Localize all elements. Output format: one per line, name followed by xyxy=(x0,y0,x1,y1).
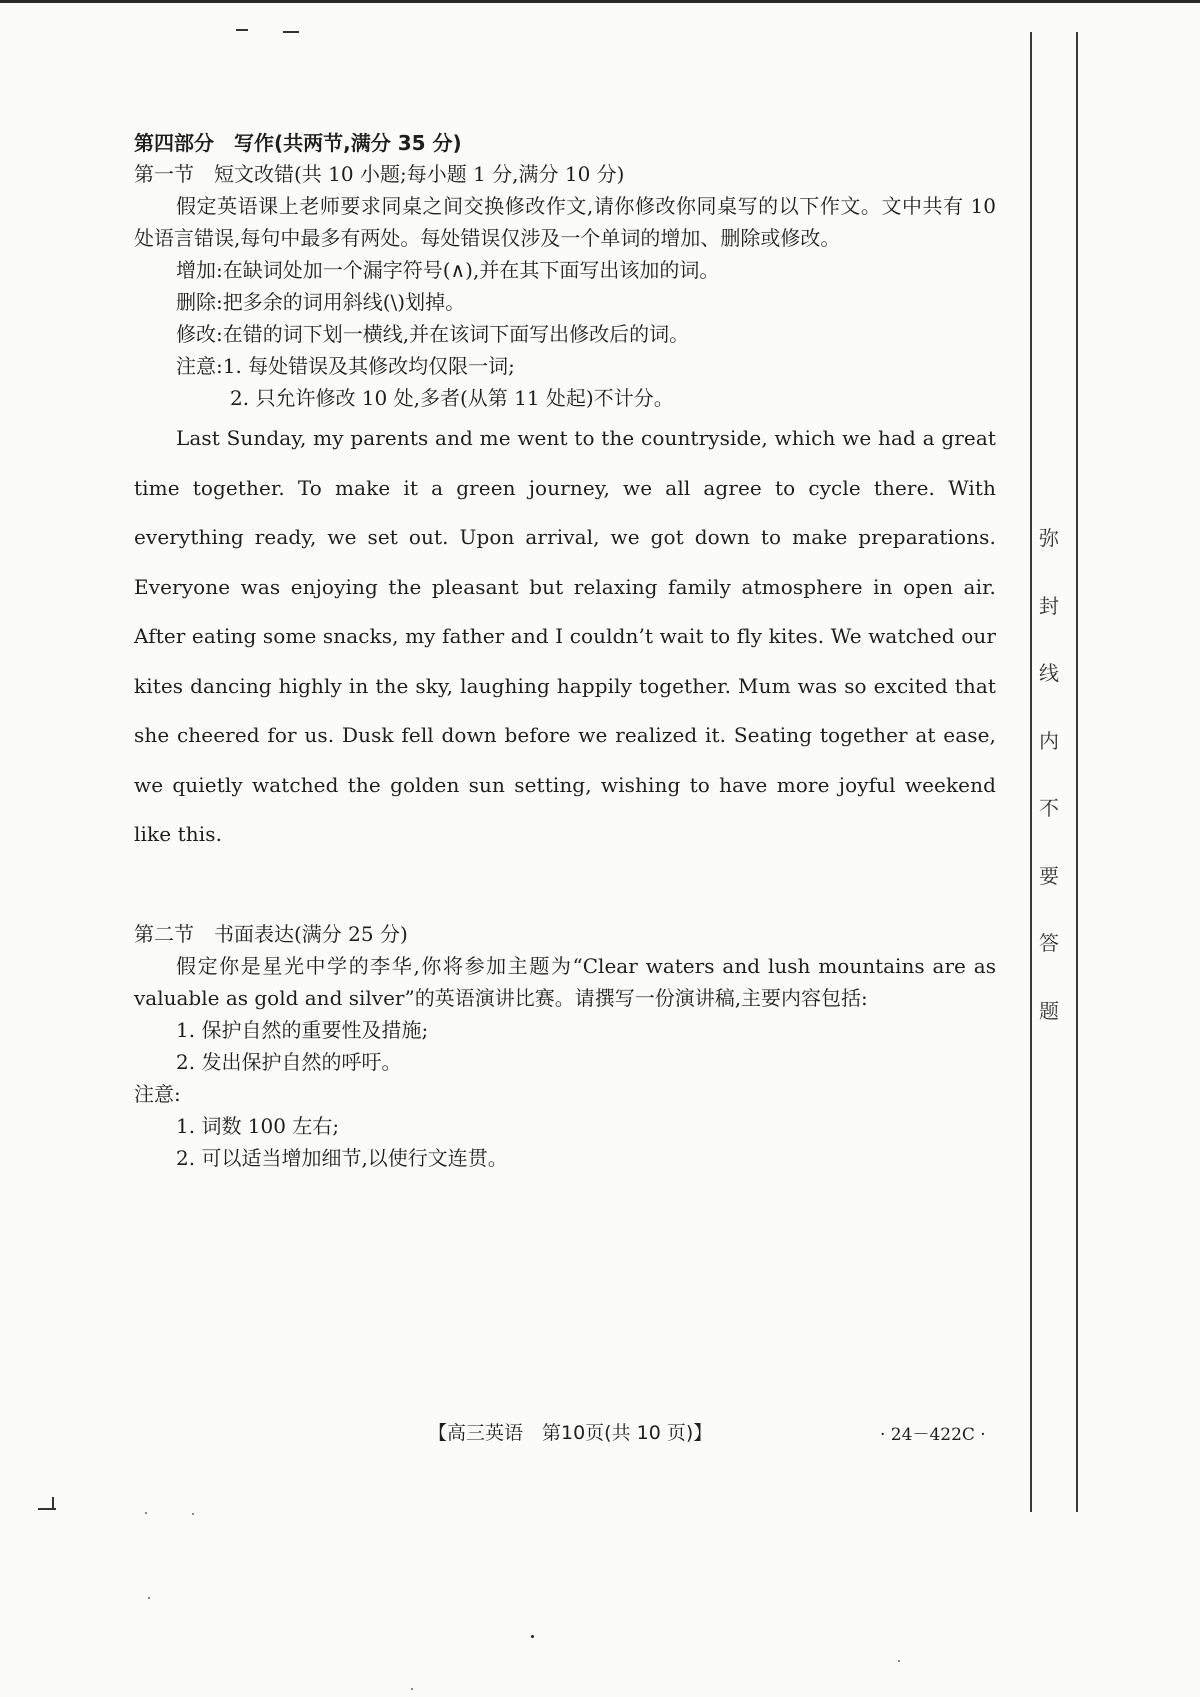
delete-rule: 删除:把多余的词用斜线(\)划掉。 xyxy=(176,290,466,314)
section1-instruction: 假定英语课上老师要求同桌之间交换修改作文,请你修改你同桌写的以下作文。文中共有 10 处语言错误,每句中最多有两处。每处错误仅涉及一个单词的增加、删除或修改。 xyxy=(134,194,996,250)
scan-speck xyxy=(145,1512,147,1514)
binding-line-right xyxy=(1076,32,1078,1512)
scan-top-border xyxy=(0,0,1200,3)
seal-line-text xyxy=(1032,528,1066,1068)
add-rule: 增加:在缺词处加一个漏字符号(∧),并在其下面写出该加的词。 xyxy=(176,258,720,282)
modify-rule: 修改:在错的词下划一横线,并在该词下面写出修改后的词。 xyxy=(176,322,690,346)
scan-speck xyxy=(898,1660,900,1662)
scan-speck xyxy=(148,1597,150,1599)
seal-char: 题 xyxy=(1039,998,1059,1023)
exam-content xyxy=(134,128,996,1174)
page-footer-code: · 24－422C · xyxy=(880,1425,986,1445)
part-heading: 第四部分 写作(共两节,满分 35 分) xyxy=(134,131,462,155)
seal-char: 线 xyxy=(1039,661,1059,685)
section2-note-label: 注意: xyxy=(134,1081,181,1106)
scan-speck xyxy=(411,1688,413,1690)
section1-note-2: 2. 只允许修改 10 处,多者(从第 11 处起)不计分。 xyxy=(230,386,674,410)
seal-char: 答 xyxy=(1039,931,1059,955)
section2-note-2: 2. 可以适当增加细节,以使行文连贯。 xyxy=(176,1145,508,1170)
seal-char: 不 xyxy=(1039,796,1059,820)
page-footer-title: 【高三英语 第10页(共 10 页)】 xyxy=(428,1422,713,1444)
seal-char: 要 xyxy=(1039,863,1059,888)
section1-note-1: 注意:1. 每处错误及其修改均仅限一词; xyxy=(176,354,515,378)
section2-point-2: 2. 发出保护自然的呼吁。 xyxy=(176,1049,402,1074)
scan-speck xyxy=(192,1513,194,1515)
scan-mark xyxy=(283,31,299,33)
error-correction-passage: Last Sunday, my parents and me went to the countryside, which we had a great time together. To make it a green journey, we all agree to cycle there. With everything ready, we set out. Upon arrival, we got down to make preparations. Everyone was enjoying the pleasant but relaxing family atmosphere in open air. After eating some snacks, my father and I couldn’t wait to fly kites. We watched our kites dancing highly in the sky, laughing happily together. Mum was so excited that she cheered for us. Dusk fell down before we realized it. Seating together at ease, we quietly watched the golden sun setting, wishing to have more joyful weekend like this. xyxy=(134,426,996,846)
section2-note-1: 1. 词数 100 左右; xyxy=(176,1113,340,1138)
section1-heading: 第一节 短文改错(共 10 小题;每小题 1 分,满分 10 分) xyxy=(134,162,625,186)
scan-speck xyxy=(531,1635,534,1638)
crop-mark xyxy=(52,1497,54,1509)
seal-char: 内 xyxy=(1039,728,1059,753)
section2-heading: 第二节 书面表达(满分 25 分) xyxy=(134,921,408,946)
seal-char: 封 xyxy=(1039,593,1059,618)
scan-mark xyxy=(236,29,248,31)
section2-point-1: 1. 保护自然的重要性及措施; xyxy=(176,1017,429,1042)
seal-char: 弥 xyxy=(1039,526,1059,550)
section2-prompt: 假定你是星光中学的李华,你将参加主题为“Clear waters and lush mountains are as valuable as gold and silver”的英语演讲比赛。请撰写一份演讲稿,主要内容包括: xyxy=(134,953,996,1010)
